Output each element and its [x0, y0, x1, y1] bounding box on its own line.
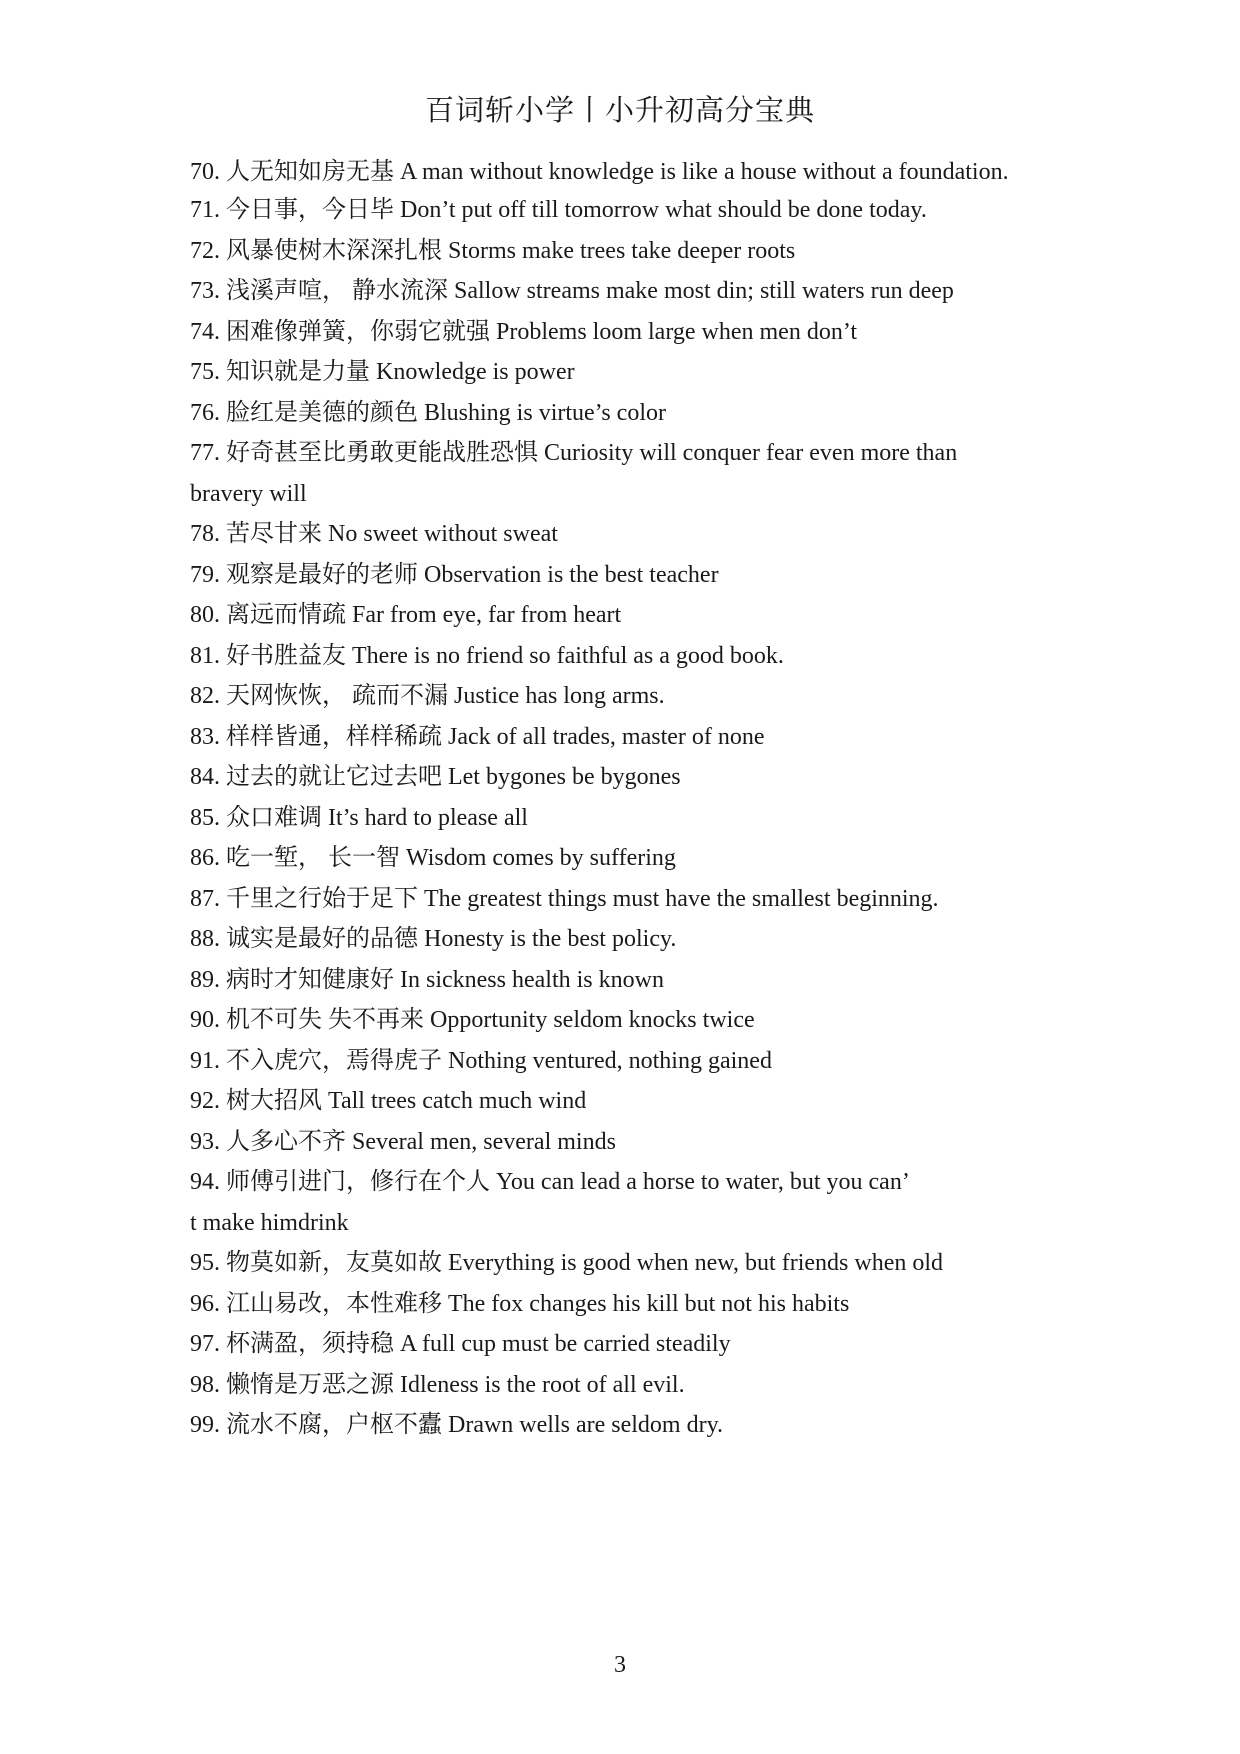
list-item: 86. 吃一堑， 长一智 Wisdom comes by suffering: [190, 845, 676, 871]
list-item: 87. 千里之行始于足下 The greatest things must have the smallest beginning.: [190, 885, 939, 912]
list-item: 83. 样样皆通，样样稀疏 Jack of all trades, master of none: [190, 723, 765, 750]
list-item-continuation: bravery will: [190, 480, 307, 507]
list-item: 78. 苦尽甘来 No sweet without sweat: [190, 521, 558, 547]
list-item: 72. 风暴使树木深深扎根 Storms make trees take deeper roots: [190, 237, 796, 264]
list-item: 99. 流水不腐，户枢不蠹 Drawn wells are seldom dry.: [190, 1412, 724, 1438]
list-item: 89. 病时才知健康好 In sickness health is known: [190, 966, 664, 993]
list-item: 91. 不入虎穴，焉得虎子 Nothing ventured, nothing gained: [190, 1047, 772, 1074]
list-item: 75. 知识就是力量 Knowledge is power: [190, 359, 575, 385]
list-item: 71. 今日事，今日毕 Don’t put off till tomorrow what should be done today.: [190, 197, 927, 223]
list-item: 82. 天网恢恢， 疏而不漏 Justice has long arms.: [190, 683, 665, 709]
list-item: 88. 诚实是最好的品德 Honesty is the best policy.: [190, 926, 677, 952]
list-item: 95. 物莫如新，友莫如故 Everything is good when new, but friends when old: [190, 1250, 944, 1276]
list-item: 76. 脸红是美德的颜色 Blushing is virtue’s color: [190, 399, 666, 426]
list-item: 80. 离远而情疏 Far from eye, far from heart: [190, 602, 622, 628]
list-item: 94. 师傅引进门，修行在个人 You can lead a horse to water, but you can’: [190, 1169, 910, 1195]
list-item: 77. 好奇甚至比勇敢更能战胜恐惧 Curiosity will conquer fear even more than: [190, 440, 958, 466]
list-item: 92. 树大招风 Tall trees catch much wind: [190, 1088, 587, 1114]
list-item: 93. 人多心不齐 Several men, several minds: [190, 1128, 616, 1155]
list-item: 97. 杯满盈，须持稳 A full cup must be carried steadily: [190, 1331, 731, 1357]
list-item: 96. 江山易改，本性难移 The fox changes his kill but not his habits: [190, 1290, 850, 1317]
list-item-continuation: t make himdrink: [190, 1209, 349, 1236]
list-item: 84. 过去的就让它过去吧 Let bygones be bygones: [190, 764, 681, 790]
proverb-list: [190, 155, 1070, 1446]
list-item: 90. 机不可失 失不再来 Opportunity seldom knocks twice: [190, 1007, 755, 1033]
list-item: 70. 人无知如房无基 A man without knowledge is like a house without a foundation.: [190, 159, 1009, 185]
list-item: 73. 浅溪声喧， 静水流深 Sallow streams make most din; still waters run deep: [190, 278, 954, 304]
list-item: 85. 众口难调 It’s hard to please all: [190, 804, 528, 831]
page-title: 百词斩小学丨小升初高分宝典: [424, 95, 815, 127]
list-item: 98. 懒惰是万恶之源 Idleness is the root of all evil.: [190, 1371, 685, 1398]
list-item: 81. 好书胜益友 There is no friend so faithful as a good book.: [190, 642, 784, 669]
list-item: 74. 困难像弹簧，你弱它就强 Problems loom large when men don’t: [190, 318, 858, 345]
page-number: 3: [614, 1652, 626, 1678]
list-item: 79. 观察是最好的老师 Observation is the best teacher: [190, 561, 719, 588]
